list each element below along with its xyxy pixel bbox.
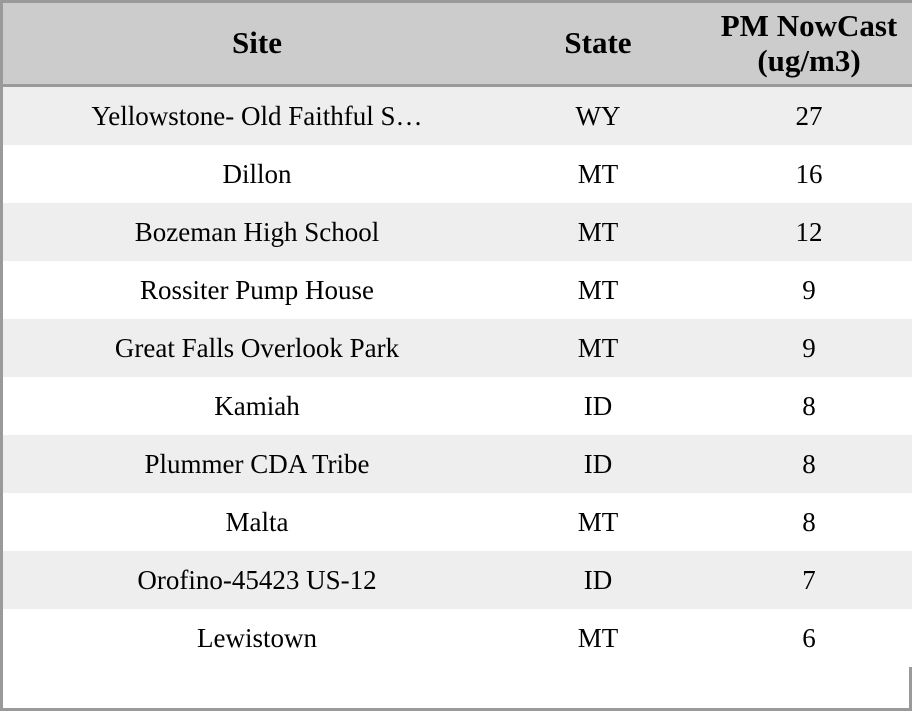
table-row[interactable] [3, 551, 912, 609]
table-row[interactable] [3, 261, 912, 319]
cell-pm-nowcast: 12 [795, 216, 823, 247]
cell-site: Yellowstone- Old Faithful S… [91, 100, 423, 131]
cell-state: MT [577, 332, 619, 363]
cell-pm-nowcast: 7 [802, 564, 816, 595]
table-row[interactable] [3, 435, 912, 493]
cell-state: MT [577, 158, 619, 189]
cell-site: Great Falls Overlook Park [114, 332, 400, 363]
cell-state: ID [583, 390, 613, 421]
cell-state: MT [577, 506, 619, 537]
cell-site: Kamiah [214, 390, 300, 421]
cell-site: Bozeman High School [134, 216, 380, 247]
column-header-pm-nowcast[interactable]: PM NowCast (ug/m3) [685, 3, 912, 86]
cell-site: Plummer CDA Tribe [144, 448, 370, 479]
cell-site: Lewistown [197, 622, 317, 653]
table-row[interactable] [3, 145, 912, 203]
cell-pm-nowcast: 16 [795, 158, 823, 189]
cell-state: MT [577, 216, 619, 247]
cell-site: Orofino-45423 US-12 [137, 564, 377, 595]
table-body [3, 86, 912, 668]
cell-pm-nowcast: 27 [795, 100, 823, 131]
column-header-state[interactable]: State [511, 3, 685, 86]
cell-pm-nowcast: 8 [802, 390, 816, 421]
table-row[interactable] [3, 86, 912, 146]
cell-pm-nowcast: 9 [802, 332, 816, 363]
cell-site: Malta [225, 506, 289, 537]
air-quality-table [3, 3, 912, 667]
cell-state: WY [575, 100, 621, 131]
table-row[interactable] [3, 377, 912, 435]
table-row[interactable] [3, 493, 912, 551]
table-header-row [3, 3, 912, 86]
table-row[interactable] [3, 319, 912, 377]
cell-state: ID [583, 448, 613, 479]
cell-pm-nowcast: 9 [802, 274, 816, 305]
cell-site: Dillon [222, 158, 292, 189]
cell-state: MT [577, 274, 619, 305]
cell-state: MT [577, 622, 619, 653]
cell-state: ID [583, 564, 613, 595]
cell-pm-nowcast: 8 [802, 506, 816, 537]
cell-pm-nowcast: 8 [802, 448, 816, 479]
cell-site: Rossiter Pump House [139, 274, 374, 305]
column-header-site[interactable]: Site [3, 3, 511, 86]
table-row[interactable] [3, 609, 912, 667]
cell-pm-nowcast: 6 [802, 622, 816, 653]
table-row[interactable] [3, 203, 912, 261]
table-header [3, 3, 912, 86]
